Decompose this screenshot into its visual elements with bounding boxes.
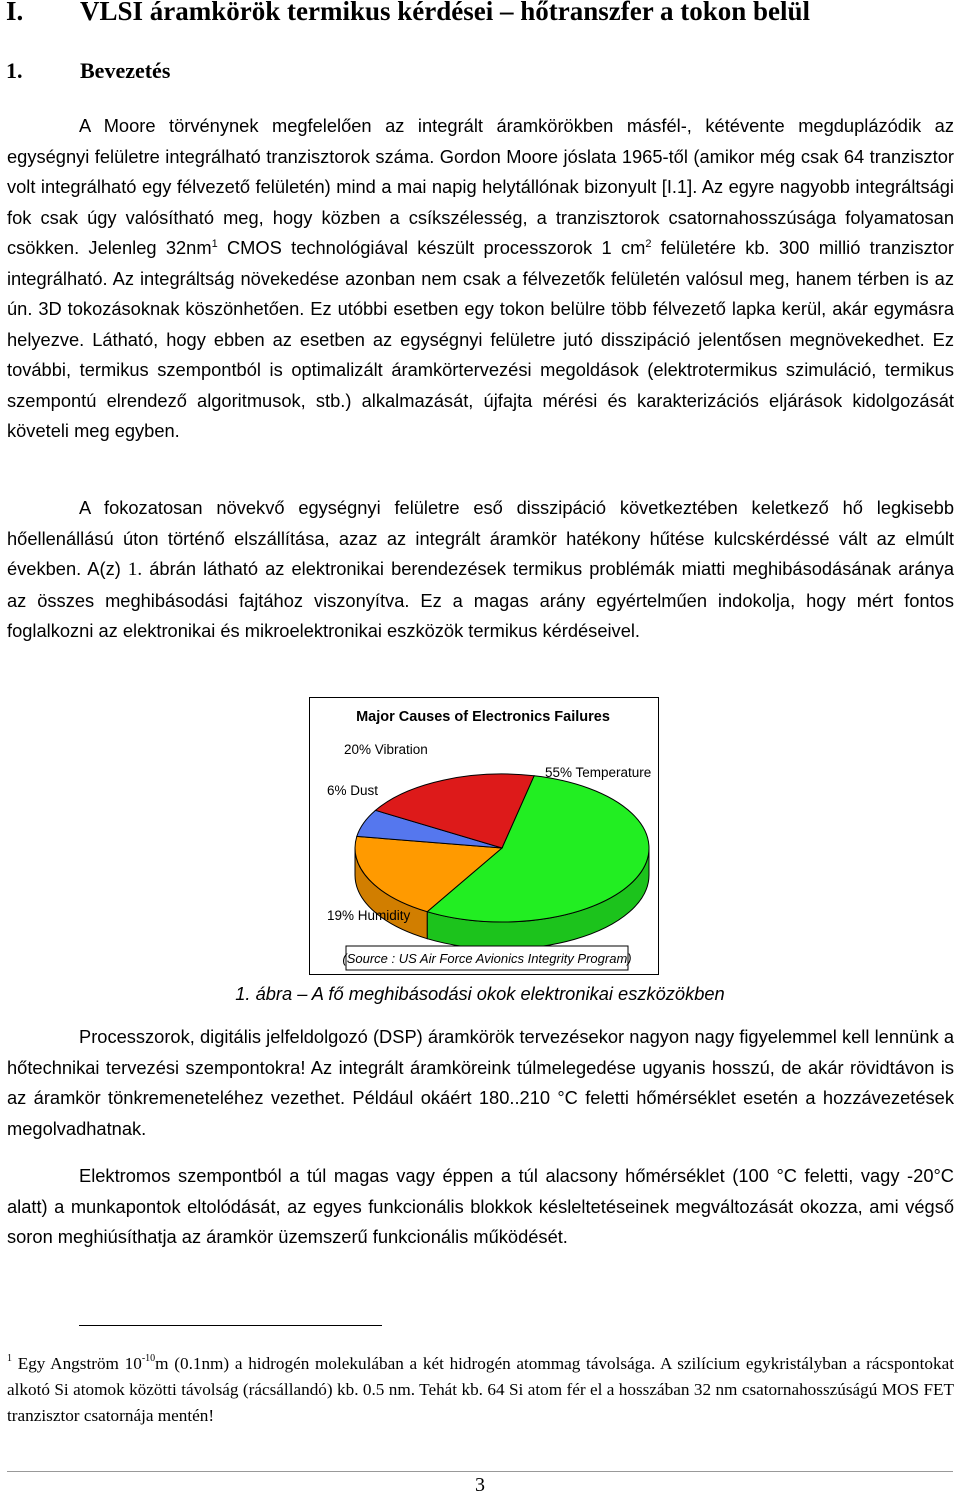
figure-caption: 1. ábra – A fő meghibásodási okok elektronikai eszközökben	[235, 983, 725, 1004]
paragraph-1: A Moore törvénynek megfelelően az integrált áramkörökben másfél-, kétévente megduplázódik az egységnyi felületre integrálható tranzisztorok száma. Gordon Moore jóslata 1965-től (amikor még csak 64 tranzisztor volt integrálható egy félvezető felületén) mind a mai napig helytállónak bizonyult [I.1]. Az egyre nagyobb integráltsági fok csak úgy valósítható meg, hogy közben a csíkszélesség, a tranzisztorok csatornahosszúsága folyamatosan csökken. Jelenleg $32nm^1$ CMOS technológiával készült processzorok 1 $cm^2$ felületére kb. 300 millió tranzisztor integrálható. Az integráltság növekedése azonban nem csak a félvezetők felületén valósul meg, hanem térben is az ún. 3D tokozásoknak köszönhetően. Ez utóbbi esetben egy tokon belülre több félvezető lapka kerül, akár egymásra helyezve. Látható, hogy ebben az esetben az egységnyi felületre jutó disszipáció jelentősen megnövekedhet. Ez további, termikus szempontból is optimalizált áramkörtervezési megoldások (elektrotermikus szimuláció, termikus szempontú elrendező algoritmusok, stb.) alkalmazását, újfajta mérési és karakterizációs eljárások kidolgozását követeli meg egyben.	[7, 115, 954, 441]
paragraph-4: Elektromos szempontból a túl magas vagy éppen a túl alacsony hőmérséklet (100 °C feletti, vagy -20°C alatt) a munkapontok eltolódását, az egyes funkcionális blokkok késleltetéseinek megváltozását okozza, ami végső soron meghiúsíthatja az áramkör üzemszerű funkcionális működését.	[7, 1165, 954, 1247]
chart-source: (Source : US Air Force Avionics Integrity Program)	[342, 951, 632, 966]
pie-label-1: 20% Vibration	[344, 742, 428, 757]
paragraph-2: A fokozatosan növekvő egységnyi felületre eső disszipáció következtében keletkező hő legkisebb hőellenállású úton történő elszállítása, azaz az integrált áramkör hatékony hűtése kulcskérdéssé vált az elmúlt években. A(z) 1. ábrán látható az elektronikai berendezések termikus problémák miatti meghibásodásának aránya az összes meghibásodási fajtához viszonyítva. Ez a magas arány egyértelműen indokolja, hogy mért fontos foglalkozni az elektronikai és mikroelektronikai eszközök termikus kérdéseivel.	[7, 497, 954, 641]
pie-chart-figure	[309, 697, 659, 975]
section-title: Bevezetés	[80, 58, 171, 83]
footnote-marker: 1	[7, 1353, 12, 1364]
paragraph-3: Processzorok, digitális jelfeldolgozó (DSP) áramkörök tervezésekor nagyon nagy figyelemmel kell lennünk a hőtechnikai tervezési szempontokra! Az integrált áramköreink túlmelegedése ugyanis hosszú, de akár rövidtávon is az áramkör tönkremeneteléhez vezethet. Például okáért 180..210 °C feletti hőmérséklet esetén a hozzávezetések megolvadhatnak.	[7, 1026, 954, 1139]
figure-reference-link[interactable]: 1.	[127, 559, 143, 580]
footnote: $^1$ Egy Angström $10^{-10}m$ (0.1nm) a hidrogén molekulában a két hidrogén atommag távolsága. A szilícium egykristályban a rácspontokat alkotó Si atomok közötti távolság (rácsállandó) kb. 0.5 nm. Tehát kb. 64 Si atom fér el a hosszában 32 nm csatornahosszúságú MOS FET tranzisztor csatornája mentén!	[7, 1353, 954, 1425]
footer-rule	[7, 1471, 953, 1472]
section-heading	[6, 58, 170, 84]
chapter-number: I.	[6, 0, 24, 26]
chart-title: Major Causes of Electronics Failures	[356, 709, 610, 725]
chapter-title: VLSI áramkörök termikus kérdései – hőtranszfer a tokon belül	[80, 0, 811, 26]
pie-chart	[310, 698, 658, 974]
section-number: 1.	[6, 58, 23, 83]
page-number: 3	[475, 1474, 485, 1496]
footnote-separator	[79, 1325, 382, 1326]
footnote-ref-1[interactable]: 1	[211, 238, 218, 250]
pie-label-0: 55% Temperature	[545, 765, 652, 780]
pie-label-2: 6% Dust	[327, 783, 379, 798]
superscript-2: 2	[645, 238, 652, 250]
pie-label-3: 19% Humidity	[327, 908, 411, 923]
chapter-heading	[6, 0, 810, 27]
footnote-exponent: -10	[141, 1353, 156, 1364]
